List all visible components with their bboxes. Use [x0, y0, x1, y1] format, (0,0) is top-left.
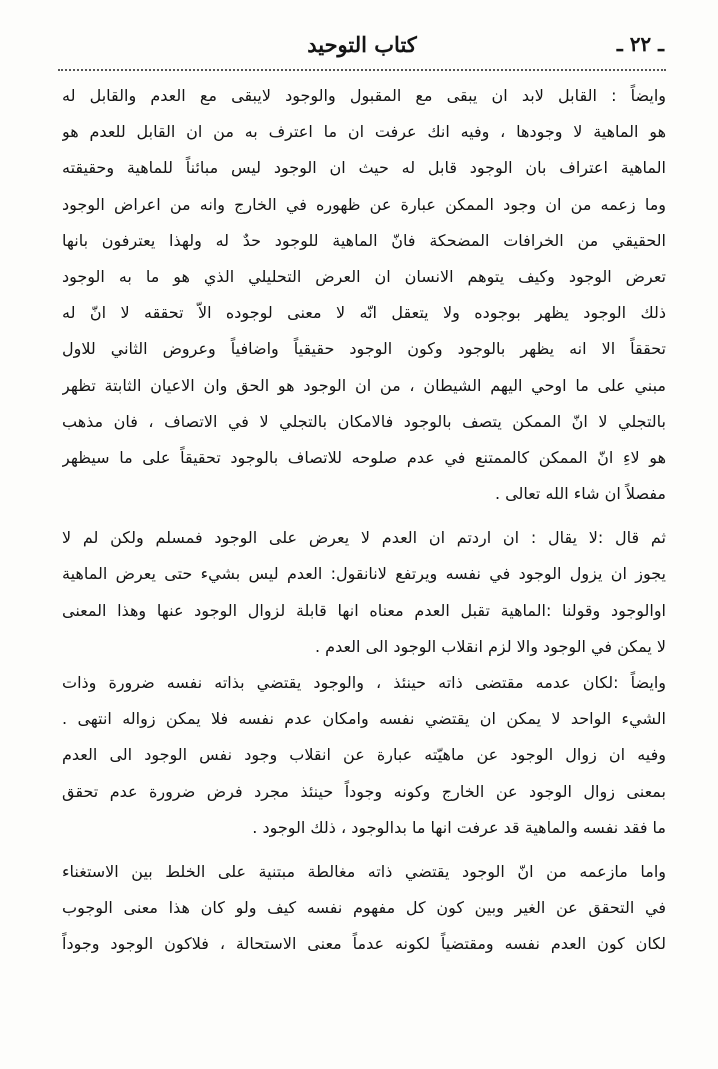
- text-line: بمعنى زوال الوجود عن الخارج وكونه وجوداً حينئذ مجرد فرض ضرورة عدم تحقق: [62, 781, 666, 801]
- page-title: كتاب التوحيد: [307, 32, 417, 57]
- text-line: وايضاً : القابل لابد ان يبقى مع المقبول والوجود لايبقى مع العدم والقابل له: [62, 86, 666, 105]
- text-line: لا يمكن في الوجود والا لزم انقلاب الوجود الى العدم .: [314, 636, 666, 656]
- text-line: لكان كون العدم نفسه ومقتضياً لكونه عدماً معنى الاستحالة ، فلاكون الوجود وجوداً: [62, 934, 666, 954]
- text-line: هو لاءِ انّ الممكن كالممتنع في عدم صلوحه للاتصاف بالوجود تحقيقاً على ما سيظهر: [62, 447, 666, 467]
- text-line: وايضاً :لكان عدمه مقتضى ذاته حينئذ ، والوجود يقتضي بذاته نفسه ضرورة وذات: [62, 673, 666, 692]
- body-text: [62, 78, 666, 963]
- paragraph: [62, 665, 666, 846]
- text-line: تحققاً الا انه يظهر بالوجود وكون الوجود حقيقياً واضافياً وعروض الثاني للاول: [62, 339, 666, 359]
- text-line: في التحقق عن الغير وبين كون كل مفهوم نفسه كيف ولو كان هذا معنى الوجوب: [62, 898, 666, 918]
- text-line: وما زعمه من ان وجود الممكن عبارة عن ظهوره في الخارج وانه من اعراض الوجود: [62, 194, 666, 214]
- text-line: وفيه ان زوال الوجود عن ماهيّته عبارة عن انقلاب وجود نفس الوجود الى العدم: [62, 745, 666, 765]
- text-line: ذلك الوجود يظهر بوجوده ولا يتعقل انّه لا معنى لوجوده الاّ تحققه لا انّ له: [62, 303, 666, 323]
- paragraph-spacer: [62, 512, 666, 520]
- text-line: الشيء الواحد لا يمكن ان يقتضي نفسه وامكان عدم نفسه فلا يمكن زواله انتهى .: [62, 709, 666, 729]
- paragraph-spacer: [62, 846, 666, 854]
- text-line: ثم قال :لا يقال : ان اردتم ان العدم لا يعرض على الوجود فمسلم ولكن لم لا: [62, 528, 666, 548]
- paragraph: [62, 78, 666, 512]
- paragraph: [62, 854, 666, 963]
- text-line: بالتجلي لا انّ الممكن يتصف بالوجود فالامكان بالتجلي لا في الاتصاف ، فان مذهب: [62, 411, 666, 431]
- paragraph: [62, 520, 666, 665]
- text-line: ما فقد نفسه والماهية قد عرفت انها ما بدالوجود ، ذلك الوجود .: [252, 817, 666, 837]
- text-line: تعرض الوجود وكيف يتوهم الانسان ان العرض التحليلي الذي هو ما به الوجود: [62, 266, 666, 286]
- text-line: الماهية اعتراف بان الوجود قابل له حيث ان الوجود ليس مبائناً للماهية وحقيقته: [62, 158, 666, 178]
- header-divider: [58, 69, 666, 71]
- text-line: واما مازعمه من انّ الوجود يقتضي ذاته مغالطة مبتنية على الخلط بين الاستغناء: [62, 861, 666, 881]
- text-line: يجوز ان يزول الوجود في نفسه ويرتفع لانانقول: العدم ليس بشيء حتى يعرض الماهية: [62, 564, 666, 584]
- text-line: هو الماهية لا وجودها ، وفيه انك عرفت ان ما اعترف به من ان القابل للعدم هو: [62, 122, 666, 142]
- text-line: مبني على ما اوحي اليهم الشيطان ، من ان الوجود هو الحق وان الاعيان الثابتة تظهر: [62, 375, 666, 395]
- text-line: مفصلاً ان شاء الله تعالى .: [494, 484, 666, 504]
- text-line: اوالوجود وقولنا :الماهية تقبل العدم معناه انها قابلة لزوال الوجود عنها وهذا المعنى: [62, 600, 666, 620]
- text-line: الحقيقي من الخرافات المضحكة فانّ الماهية للوجود حدٌ له ولهذا يعترفون بانها: [62, 230, 666, 250]
- page-header: [60, 30, 664, 66]
- page-number: ـ ٢٢ ـ: [616, 32, 664, 56]
